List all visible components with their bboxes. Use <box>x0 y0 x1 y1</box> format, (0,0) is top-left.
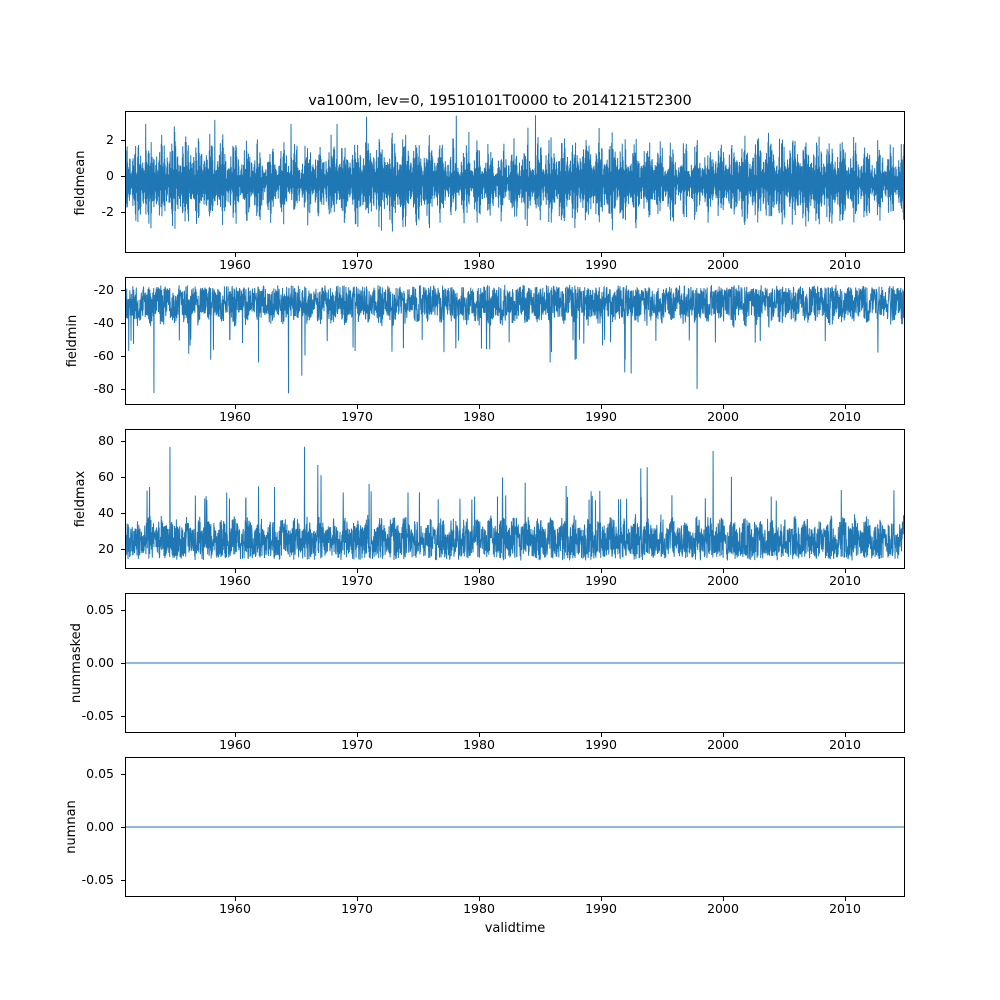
ytick-mark <box>121 880 125 881</box>
ytick-mark <box>121 716 125 717</box>
xtick-mark <box>357 569 358 573</box>
ytick-mark <box>121 389 125 390</box>
ytick-mark <box>121 441 125 442</box>
xtick-label: 1990 <box>585 901 617 916</box>
ytick-mark <box>121 140 125 141</box>
xtick-mark <box>845 733 846 737</box>
ytick-label: -2 <box>101 204 114 219</box>
xtick-mark <box>845 405 846 409</box>
ytick-label: 80 <box>98 433 114 448</box>
xtick-mark <box>479 733 480 737</box>
xtick-label: 1980 <box>463 901 495 916</box>
ytick-label: -0.05 <box>81 872 114 887</box>
ytick-mark <box>121 827 125 828</box>
ylabel-numnan: numnan <box>64 800 79 854</box>
ytick-mark <box>121 774 125 775</box>
xtick-label: 1970 <box>341 409 373 424</box>
xtick-label: 2010 <box>829 257 861 272</box>
ylabel-fieldmean: fieldmean <box>73 150 88 216</box>
xtick-label: 2010 <box>829 901 861 916</box>
xtick-mark <box>235 733 236 737</box>
xtick-mark <box>479 405 480 409</box>
xtick-mark <box>235 569 236 573</box>
xtick-label: 2010 <box>829 409 861 424</box>
subplot-fieldmean <box>125 111 905 253</box>
xtick-mark <box>479 569 480 573</box>
xtick-mark <box>357 897 358 901</box>
ytick-mark <box>121 176 125 177</box>
xtick-mark <box>601 733 602 737</box>
xtick-mark <box>357 253 358 257</box>
xtick-mark <box>357 733 358 737</box>
xtick-label: 1990 <box>585 737 617 752</box>
ytick-mark <box>121 610 125 611</box>
xtick-mark <box>845 253 846 257</box>
xtick-mark <box>479 897 480 901</box>
xtick-mark <box>723 405 724 409</box>
xtick-mark <box>357 405 358 409</box>
xtick-label: 1970 <box>341 257 373 272</box>
ytick-label: -40 <box>93 315 114 330</box>
xtick-mark <box>235 897 236 901</box>
xtick-label: 1990 <box>585 257 617 272</box>
subplot-numnan <box>125 757 905 897</box>
ylabel-fieldmin: fieldmin <box>65 314 80 368</box>
xtick-label: 1960 <box>219 901 251 916</box>
xtick-mark <box>845 897 846 901</box>
xtick-mark <box>601 569 602 573</box>
fieldmean-line-plot <box>126 112 904 252</box>
xtick-label: 1960 <box>219 409 251 424</box>
xtick-label: 2000 <box>707 737 739 752</box>
figure-title: va100m, lev=0, 19510101T0000 to 20141215T2300 <box>308 93 692 109</box>
xtick-label: 1960 <box>219 257 251 272</box>
xtick-mark <box>723 897 724 901</box>
ytick-label: 60 <box>98 469 114 484</box>
xtick-label: 1980 <box>463 573 495 588</box>
xtick-label: 2010 <box>829 573 861 588</box>
ylabel-nummasked: nummasked <box>69 623 84 703</box>
fieldmin-line-plot <box>126 278 904 404</box>
xtick-label: 1970 <box>341 901 373 916</box>
ytick-mark <box>121 663 125 664</box>
xtick-mark <box>723 253 724 257</box>
xtick-mark <box>235 405 236 409</box>
ytick-label: 0.05 <box>86 766 114 781</box>
xtick-label: 1970 <box>341 573 373 588</box>
ytick-mark <box>121 323 125 324</box>
ytick-label: 40 <box>98 505 114 520</box>
ytick-mark <box>121 290 125 291</box>
xtick-label: 1960 <box>219 573 251 588</box>
ytick-label: -0.05 <box>81 708 114 723</box>
xtick-label: 2000 <box>707 409 739 424</box>
xtick-mark <box>845 569 846 573</box>
xtick-label: 1980 <box>463 257 495 272</box>
xtick-label: 2000 <box>707 901 739 916</box>
xtick-mark <box>723 569 724 573</box>
xtick-mark <box>601 897 602 901</box>
xtick-mark <box>479 253 480 257</box>
xtick-mark <box>601 405 602 409</box>
subplot-fieldmin <box>125 277 905 405</box>
xtick-label: 2000 <box>707 573 739 588</box>
nummasked-line-plot <box>126 594 904 732</box>
xtick-label: 1990 <box>585 409 617 424</box>
subplot-nummasked <box>125 593 905 733</box>
xtick-label: 2010 <box>829 737 861 752</box>
ytick-mark <box>121 356 125 357</box>
ytick-label: -80 <box>93 381 114 396</box>
ytick-mark <box>121 549 125 550</box>
xtick-label: 1980 <box>463 737 495 752</box>
xtick-mark <box>601 253 602 257</box>
ytick-mark <box>121 513 125 514</box>
ytick-label: 0.00 <box>86 819 114 834</box>
xtick-label: 1960 <box>219 737 251 752</box>
xtick-label: 1970 <box>341 737 373 752</box>
xtick-label: 2000 <box>707 257 739 272</box>
ytick-label: 0 <box>106 168 114 183</box>
numnan-line-plot <box>126 758 904 896</box>
ytick-label: 20 <box>98 541 114 556</box>
subplot-fieldmax <box>125 429 905 569</box>
ytick-label: -20 <box>93 282 114 297</box>
xtick-label: 1990 <box>585 573 617 588</box>
xtick-label: 1980 <box>463 409 495 424</box>
xtick-mark <box>723 733 724 737</box>
ytick-label: 0.05 <box>86 602 114 617</box>
ytick-label: -60 <box>93 348 114 363</box>
xlabel-validtime: validtime <box>484 921 546 936</box>
ytick-label: 2 <box>106 132 114 147</box>
fieldmax-line-plot <box>126 430 904 568</box>
ytick-label: 0.00 <box>86 655 114 670</box>
xtick-mark <box>235 253 236 257</box>
ylabel-fieldmax: fieldmax <box>73 470 88 528</box>
ytick-mark <box>121 212 125 213</box>
ytick-mark <box>121 477 125 478</box>
